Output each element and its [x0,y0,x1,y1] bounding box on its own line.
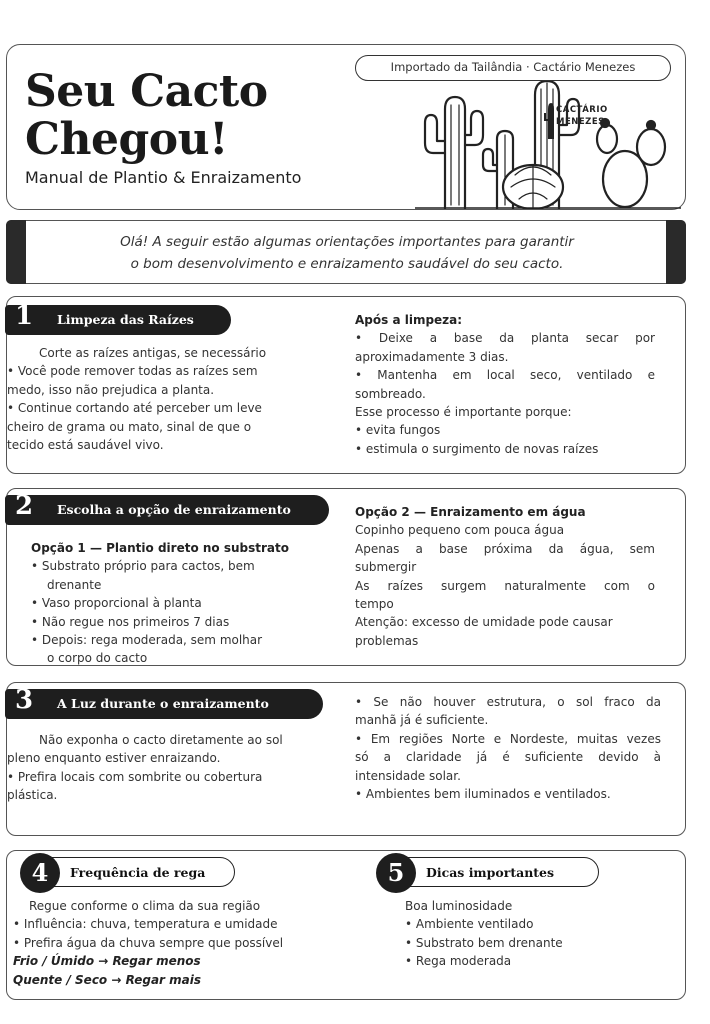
text-line: • Não regue nos primeiros 7 dias [31,614,230,629]
text-line: o corpo do cacto [47,651,148,666]
section-left-column [7,344,337,454]
text-line: só a claridade já é suficiente devido à [355,750,661,765]
text-line: aproximadamente 3 dias. [355,349,509,364]
text-line: • Vaso proporcional à planta [31,596,202,611]
text-line: Esse processo é importante porque: [355,405,572,420]
section-number: 5 [376,853,416,893]
section-right-column [405,897,665,971]
section-title: Dicas importantes [426,865,555,880]
section-number: 4 [20,853,60,893]
section-right-column [355,693,661,803]
text-line: tecido está saudável vivo. [7,438,164,453]
text-line: problemas [355,633,419,648]
text-line: sombreado. [355,386,426,401]
text-line: • Em regiões Norte e Nordeste, muitas vezes [355,731,661,746]
section-root-cleaning [6,296,686,474]
text-line: Atenção: excesso de umidade pode causar [355,615,613,630]
text-line: plástica. [7,788,58,803]
text-line: • Ambientes bem iluminados e ventilados. [355,787,611,802]
text-line: • estimula o surgimento de novas raízes [355,441,599,456]
section-left-column [7,731,337,805]
text-line: medo, isso não prejudica a planta. [7,382,215,397]
section-title: A Luz durante o enraizamento [57,696,269,711]
origin-pill: Importado da Tailândia · Cactário Menezes [355,55,671,81]
text-line: Copinho pequeno com pouca água [355,523,565,538]
page-title-line1: Seu Cacto [25,66,268,117]
brand-logo [542,101,606,141]
text-line: • Depois: rega moderada, sem molhar [31,633,263,648]
section-title: Frequência de rega [70,865,206,880]
section-number: 1 [15,301,34,331]
section-watering-and-tips [6,850,686,1000]
page-subtitle: Manual de Plantio & Enraizamento [25,168,302,187]
text-line: • Deixe a base da planta secar por [355,331,655,346]
text-line: Frio / Úmido → Regar menos [13,954,201,969]
text-line: tempo [355,597,394,612]
text-line: submergir [355,560,417,575]
text-line: cheiro de grama ou mato, sinal de que o [7,419,252,434]
page-title-line2: Chegou! [25,114,228,165]
text-line: • Substrato bem drenante [405,935,563,950]
text-line: pleno enquanto estiver enraizando. [7,751,221,766]
text-line: • evita fungos [355,423,441,438]
intro-line: Olá! A seguir estão algumas orientações importantes para garantir [120,234,574,250]
cactus-illustration-icon [415,75,681,209]
section-badge [5,491,329,525]
text-line: drenante [47,577,102,592]
text-line: • Prefira água da chuva sempre que possível [13,935,284,950]
section-subheading: Opção 1 — Plantio direto no substrato [31,541,289,555]
intro-line: o bom desenvolvimento e enraizamento saudável do seu cacto. [130,256,564,272]
text-line: Quente / Seco → Regar mais [13,972,202,987]
section-light [6,682,686,836]
section-title: Limpeza das Raízes [57,312,194,327]
text-line: • Ambiente ventilado [405,917,534,932]
section-subheading: Opção 2 — Enraizamento em água [355,505,586,519]
text-line: Corte as raízes antigas, se necessário [39,346,267,360]
intro-banner [6,220,686,284]
text-line: Apenas a base próxima da água, sem [355,541,655,556]
section-title: Escolha a opção de enraizamento [57,502,291,517]
section-badge [381,857,599,887]
text-line: As raízes surgem naturalmente com o [355,578,655,593]
cactus-logo-icon [542,101,556,141]
section-badge [25,857,235,887]
text-line: Boa luminosidade [405,899,513,913]
text-line: • Rega moderada [405,954,512,969]
logo-text-top: CACTÁRIO [556,105,608,115]
text-line: Não exponha o cacto diretamente ao sol [39,733,283,747]
section-right-column [355,503,655,650]
text-line: • Continue cortando até perceber um leve [7,401,262,416]
section-number: 2 [15,491,34,521]
text-line: intensidade solar. [355,768,461,783]
text-line: • Você pode remover todas as raízes sem [7,364,258,379]
section-rooting-options [6,488,686,666]
section-subheading: Após a limpeza: [355,313,463,327]
section-number: 3 [15,685,34,715]
text-line: • Substrato próprio para cactos, bem [31,559,255,574]
text-line: Regue conforme o clima da sua região [29,899,261,913]
text-line: manhã já é suficiente. [355,713,489,728]
header-card [6,44,686,210]
section-badge [5,685,323,719]
section-left-column [13,897,363,989]
logo-text-bottom: MENEZES [556,117,605,127]
section-right-column [355,311,655,458]
section-left-column [31,539,341,668]
text-line: • Prefira locais com sombrite ou cobertura [7,769,263,784]
text-line: • Mantenha em local seco, ventilado e [355,368,655,383]
section-badge [5,301,231,335]
text-line: • Se não houver estrutura, o sol fraco da [355,695,661,709]
text-line: • Influência: chuva, temperatura e umidade [13,917,278,932]
